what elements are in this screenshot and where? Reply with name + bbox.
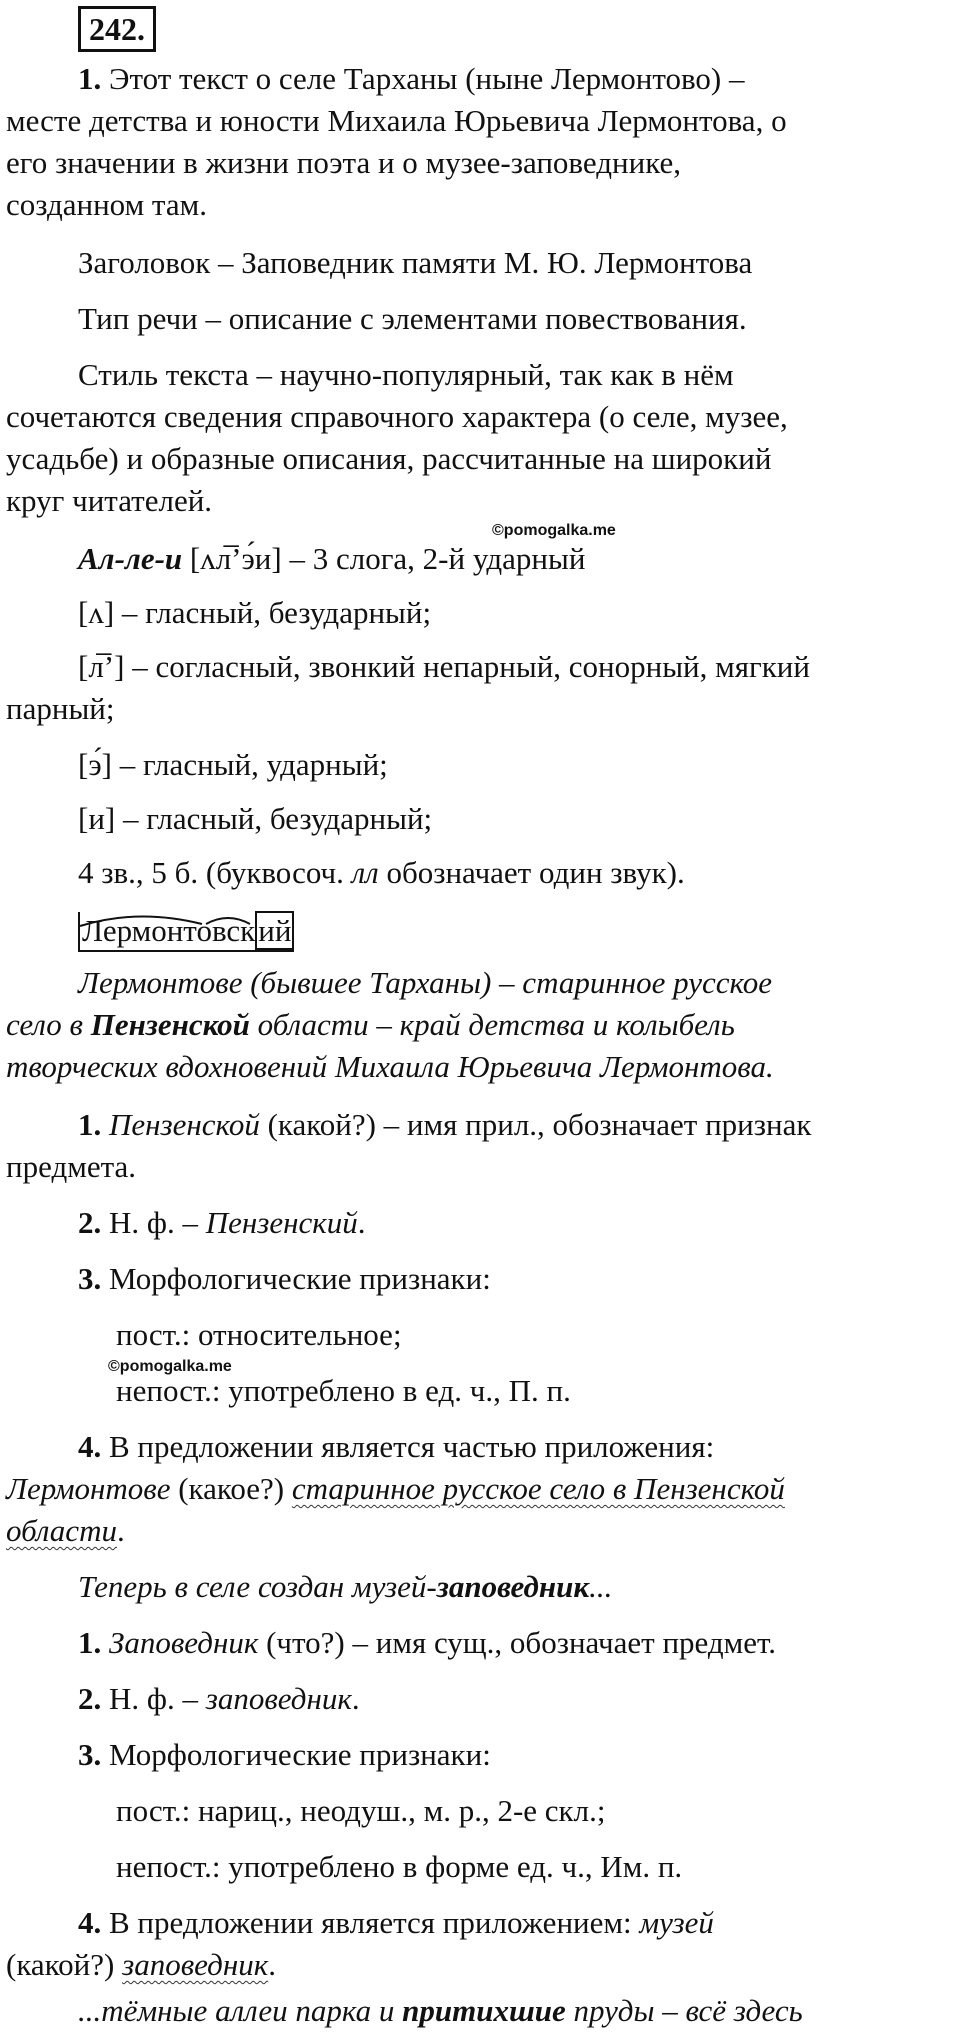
- text-line: сочетаются сведения справочного характера (о селе, музее,: [6, 399, 788, 434]
- quote-line: Теперь в селе создан музей-заповедник...: [78, 1569, 613, 1604]
- analysis-line: области.: [6, 1513, 125, 1548]
- analysis-line: 4. В предложении является частью приложения:: [78, 1429, 715, 1464]
- phonetic-line: [ʌ] – гласный, безударный;: [78, 595, 432, 630]
- text-line: его значении в жизни поэта и о музее-заповеднике,: [6, 145, 681, 180]
- analysis-line: 2. Н. ф. – Пензенский.: [78, 1205, 366, 1240]
- phonetic-header: Ал-ле-и [ʌл̅’э́и] – 3 слога, 2-й ударный: [78, 541, 586, 576]
- analysis-line: Лермонтове (какое?) старинное русское село в Пензенской: [6, 1471, 785, 1506]
- phonetic-line: парный;: [6, 691, 115, 726]
- analysis-line: непост.: употреблено в форме ед. ч., Им. п.: [116, 1849, 683, 1884]
- analysis-line: 2. Н. ф. – заповедник.: [78, 1681, 360, 1716]
- phonetic-line: [и] – гласный, безударный;: [78, 801, 433, 836]
- analysis-line: 3. Морфологические признаки:: [78, 1261, 491, 1296]
- quote-line: ...тёмные аллеи парка и притихшие пруды – всё здесь: [78, 1993, 803, 2028]
- text-line: усадьбе) и образные описания, рассчитанные на широкий: [6, 441, 772, 476]
- phonetic-summary: 4 зв., 5 б. (буквосоч. лл обозначает один звук).: [78, 855, 685, 890]
- analysis-line: 1. Заповедник (что?) – имя сущ., обозначает предмет.: [78, 1625, 777, 1660]
- word-stem: Лермонтовск: [82, 913, 256, 948]
- analysis-line: 1. Пензенской (какой?) – имя прил., обозначает признак: [78, 1107, 812, 1142]
- quote-line: творческих вдохновений Михаила Юрьевича Лермонтова.: [6, 1049, 774, 1084]
- exercise-number: 242.: [78, 6, 156, 52]
- speech-type-line: Тип речи – описание с элементами повествования.: [78, 301, 747, 336]
- analysis-line: непост.: употреблено в ед. ч., П. п.: [116, 1373, 571, 1408]
- text-line: Стиль текста – научно-популярный, так как в нём: [78, 357, 734, 392]
- analysis-line: пост.: нариц., неодуш., м. р., 2-е скл.;: [116, 1793, 606, 1828]
- text-line: созданном там.: [6, 187, 207, 222]
- analysis-line: предмета.: [6, 1149, 137, 1184]
- text-line: месте детства и юности Михаила Юрьевича Лермонтова, о: [6, 103, 787, 138]
- text-line: круг читателей.: [6, 483, 213, 518]
- analysis-line: пост.: относительное;: [116, 1317, 402, 1352]
- analysis-line: 4. В предложении является приложением: музей: [78, 1905, 714, 1940]
- watermark: ©pomogalka.me: [492, 522, 616, 539]
- analysis-line: 3. Морфологические признаки:: [78, 1737, 491, 1772]
- title-line: Заголовок – Заповедник памяти М. Ю. Лермонтова: [78, 245, 753, 280]
- quote-line: село в Пензенской области – край детства и колыбель: [6, 1007, 735, 1042]
- phonetic-line: [э́] – гласный, ударный;: [78, 747, 388, 782]
- word-ending: ий: [255, 911, 294, 950]
- watermark: ©pomogalka.me: [108, 1358, 232, 1375]
- analysis-line: (какой?) заповедник.: [6, 1947, 276, 1982]
- text-line: 1. Этот текст о селе Тарханы (ныне Лермонтово) –: [78, 61, 745, 96]
- phonetic-line: [л̅’] – согласный, звонкий непарный, сонорный, мягкий: [78, 649, 810, 684]
- quote-line: Лермонтове (бывшее Тарханы) – старинное русское: [78, 965, 773, 1000]
